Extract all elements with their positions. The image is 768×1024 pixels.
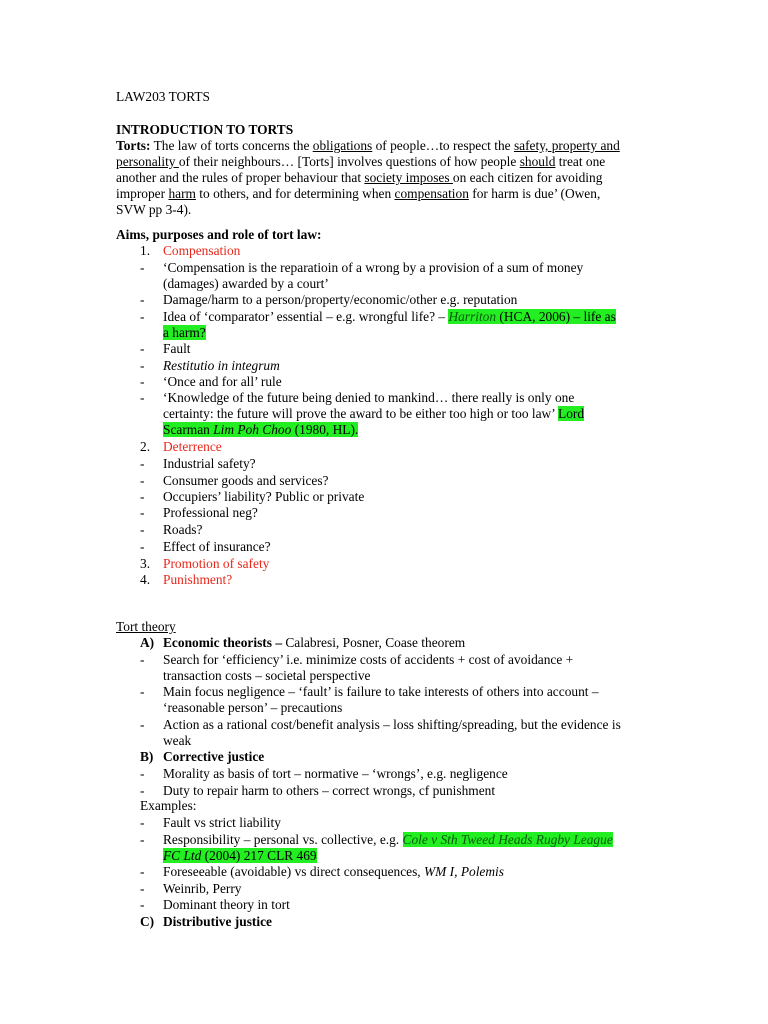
tort-theory-heading: Tort theory	[116, 619, 176, 634]
intro-line-5: SVW pp 3-4).	[116, 202, 192, 217]
document-page: LAW203 TORTS INTRODUCTION TO TORTS Torts: The law of torts concerns the obligations of people…to respect the safety, property and personality of their neighbours… [Torts] involves questions of how people should treat one another and the rules of proper behaviour that society imposes on each citizen for avoiding improper harm to others, and for determining when compensation for harm is due’ (Owen, SVW pp 3-4). Aims, purposes and role of tort law: 1. Compensation - ‘Compensation is the reparatioin of a wrong by a provision of a sum of money (damages) awarded by a court’ - Damage/harm to a person/property/economic/other e.g. reputation - Idea of ‘comparator’ essential – e.g. wrongful life? – Harriton (HCA, 2006) – life as a harm? - Fault - Restitutio in integrum - ‘Once and for all’ rule - ‘Knowledge of the future being denied to mankind… there really is only one certainty: the future will prove the award to be either too high or too law’ Lord Scarman Lim Poh Choo (1980, HL). 2. Deterrence - Industrial safety? - Consumer goods and services? - Occupiers’ liability? Public or private - Professional neg? - Roads? - Effect of insurance? 3. Promotion of safety 4. Punishment? Tort theory A) Economic theorists – Calabresi, Posner, Coase theorem - Search for ‘efficiency’ i.e. minimize costs of accidents + cost of avoidance + transaction costs – societal perspective - Main focus negligence – ‘fault’ is failure to take interests of others into account – ‘reasonable person’ – precautions - Action as a rational cost/benefit analysis – loss shifting/spreading, but the evidence is weak B) Corrective justice - Morality as basis of tort – normative – ‘wrongs’, e.g. negligence - Duty to repair harm to others – correct wrongs, cf punishment Examples: - Fault vs strict liability - Responsibility – personal vs. collective, e.g. Cole v Sth Tweed Heads Rugby League FC Ltd (2004) 217 CLR 469 - Foreseeable (avoidable) vs direct consequences, WM I, Polemis - Weinrib, Perry - Dominant theory in tort C) Distributive justice	[116, 89, 621, 929]
list-item-continuation: certainty: the future will prove the award to be either too high or too law’ Lord	[163, 406, 585, 421]
intro-heading: INTRODUCTION TO TORTS	[116, 122, 294, 137]
torts-label: Torts:	[116, 138, 151, 153]
list-item-continuation: ‘reasonable person’ – precautions	[163, 700, 343, 715]
intro-line-3: another and the rules of proper behaviour that society imposes on each citizen for avoiding	[116, 170, 603, 185]
intro-line-1: Torts: The law of torts concerns the obligations of people…to respect the safety, property and	[116, 138, 620, 153]
list-item-continuation	[163, 422, 358, 438]
case-highlight: Harriton (HCA, 2006) – life as	[448, 309, 616, 324]
case-highlight: Scarman Lim Poh Choo (1980, HL).	[163, 422, 359, 437]
list-item-continuation: (damages) awarded by a court’	[163, 276, 329, 291]
list-item-continuation: weak	[163, 733, 192, 748]
intro-line-4: improper harm to others, and for determining when compensation for harm is due’ (Owen,	[116, 186, 601, 201]
list-item-continuation: a harm?	[163, 325, 206, 340]
course-title: LAW203 TORTS	[116, 89, 210, 104]
examples-label: Examples:	[140, 798, 197, 813]
case-highlight: FC Ltd (2004) 217 CLR 469	[163, 848, 317, 863]
aims-heading: Aims, purposes and role of tort law:	[116, 227, 322, 242]
case-highlight: Cole v Sth Tweed Heads Rugby League	[402, 832, 613, 847]
list-item-continuation: transaction costs – societal perspective	[163, 668, 371, 683]
list-item-continuation	[163, 848, 317, 864]
intro-line-2: personality of their neighbours… [Torts] involves questions of how people should treat one	[116, 154, 606, 169]
